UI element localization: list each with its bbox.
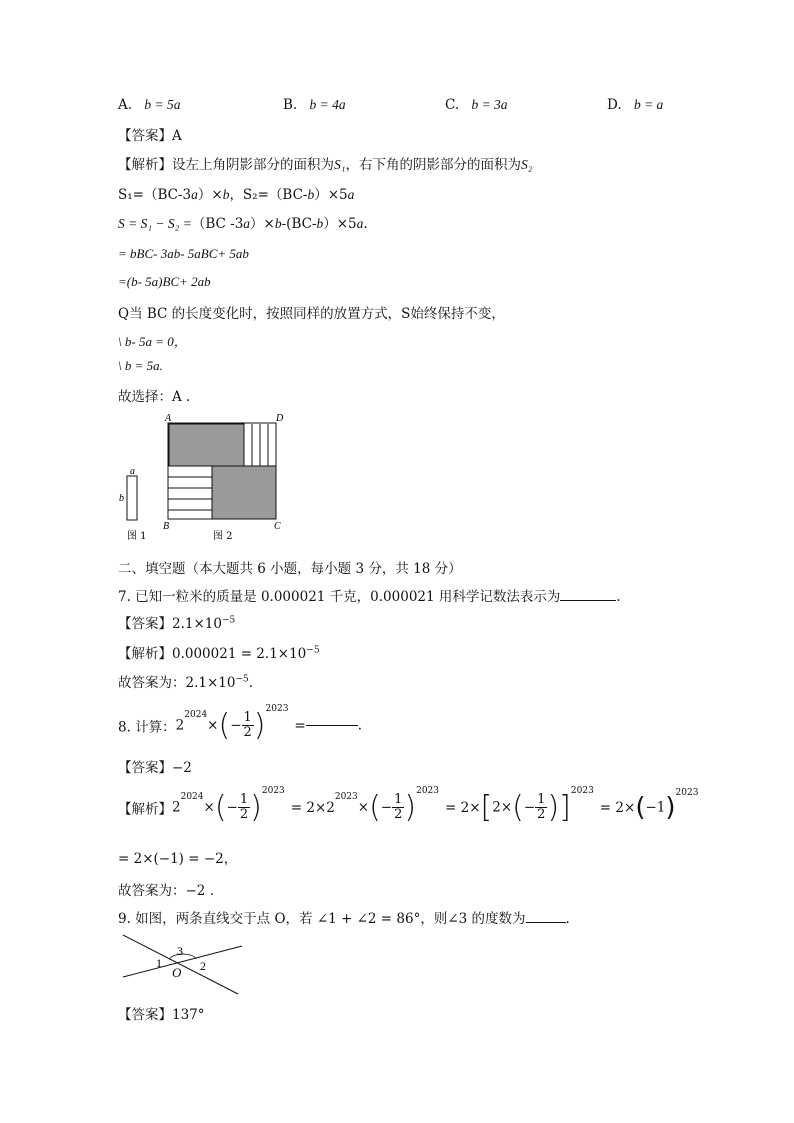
- base: 2: [175, 717, 185, 734]
- q8-question: 8. 计算：$2^{2024}\times(-$ $\frac{1}{2}$ )$^{2023}$= .: [118, 704, 363, 743]
- expr-part: ）×: [197, 187, 223, 203]
- answer-tag: 【答案】: [118, 128, 172, 144]
- fraction: [242, 711, 254, 740]
- q7-analysis: [118, 642, 320, 662]
- punct: .: [616, 589, 621, 605]
- exponent: 2023: [265, 704, 289, 714]
- answer-value: 137°: [172, 1007, 205, 1023]
- expr-part: S₁=（BC-3: [118, 187, 192, 203]
- answer-value: 2.1×10: [172, 616, 222, 632]
- q8-analysis-line-2: = 2×(−1) = −2，: [118, 851, 238, 867]
- expr-part: ）×: [250, 216, 275, 232]
- option-d-label: D.: [607, 97, 622, 113]
- var: b: [307, 187, 315, 202]
- answer-exponent: −5: [221, 615, 236, 626]
- reasoning-text: 当 BC 的长度变化时，按照同样的放置方式，S始终保持不变，: [129, 306, 505, 322]
- answer-blank: [526, 922, 566, 923]
- numerator: 1: [243, 710, 252, 725]
- analysis-text: 设左上角阴影部分的面积为: [172, 157, 334, 173]
- because-symbol: Q: [118, 306, 130, 322]
- answer-value: A: [172, 128, 182, 144]
- option-c-label: C.: [445, 97, 460, 113]
- var: a: [243, 216, 251, 231]
- times: ×: [207, 717, 219, 734]
- denominator: 2: [239, 807, 249, 822]
- times: ×: [203, 799, 215, 816]
- vertex-c: C: [274, 521, 281, 532]
- q6-line-8: \ b = 5a.: [118, 358, 163, 373]
- punct: .: [357, 717, 363, 734]
- figure-1-caption: 图 1: [127, 531, 147, 542]
- expr-part: （BC -3: [191, 216, 244, 232]
- small-rectangle: [127, 476, 137, 520]
- numerator: 1: [239, 792, 249, 807]
- point-o-label: O: [172, 965, 182, 980]
- shaded-top-left: [169, 424, 244, 466]
- q6-answer: [118, 124, 182, 144]
- q7-answer: [118, 612, 235, 632]
- answer-tag: 【答案】: [118, 1007, 172, 1023]
- q6-line-3: [118, 212, 368, 232]
- vertex-a: A: [165, 413, 172, 424]
- q8-conclusion: 故答案为：−2 .: [118, 883, 214, 899]
- fraction: [535, 793, 547, 822]
- angle-1-label: 1: [156, 956, 162, 970]
- option-b-label: B.: [283, 97, 298, 113]
- answer-tag: 【答案】: [118, 616, 172, 632]
- q8-answer: [118, 756, 192, 776]
- exponent: 2023: [416, 786, 439, 796]
- q6-figures: [110, 408, 300, 548]
- minus: −: [523, 799, 536, 816]
- q6-line-5: =(b- 5a)BC+ 2ab: [118, 274, 211, 289]
- denominator: 2: [394, 807, 403, 822]
- expr-part: = 2×: [445, 799, 481, 816]
- figure-1: [119, 466, 147, 542]
- exponent: 2023: [334, 792, 358, 802]
- q9-question: [118, 907, 570, 927]
- q9-answer: [118, 1003, 205, 1023]
- option-a-label: A.: [118, 97, 133, 113]
- var: b: [222, 187, 230, 202]
- q6-conclusion: 故选择：A .: [118, 389, 191, 405]
- label-a: a: [130, 466, 135, 477]
- vertex-d: D: [276, 413, 284, 424]
- expr-part: ，S₂=（BC-: [229, 187, 308, 203]
- var: b: [274, 216, 282, 231]
- numerator: 1: [537, 792, 546, 807]
- q6-analysis-intro: [118, 153, 532, 173]
- analysis-exponent: −5: [306, 645, 320, 656]
- expr-part: = 2×2: [290, 799, 335, 816]
- s1-symbol: S₁: [334, 157, 346, 172]
- option-c: [445, 97, 508, 113]
- conclusion-text: 故答案为：2.1×10: [118, 675, 236, 691]
- var: a: [356, 216, 364, 231]
- var: a: [191, 187, 198, 202]
- conclusion-exponent: −5: [235, 674, 249, 685]
- exponent: 2023: [675, 788, 699, 798]
- q7-conclusion: [118, 671, 253, 691]
- question-text: 7. 已知一粒米的质量是 0.000021 千克，0.000021 用科学记数法表示为: [118, 589, 561, 605]
- figure-2: [163, 413, 284, 542]
- answer-value: −2: [172, 760, 192, 776]
- shaded-bottom-right: [212, 466, 276, 519]
- expr-part: = 2×: [599, 799, 636, 816]
- var: b: [316, 216, 324, 231]
- answer-blank: [560, 600, 616, 601]
- q6-line-6: [118, 302, 505, 322]
- option-a-expr: b = 5a: [144, 97, 181, 112]
- option-d: [607, 97, 663, 113]
- q7-question: [118, 585, 621, 605]
- answer-blank: [306, 725, 358, 726]
- denominator: 2: [243, 725, 252, 740]
- q9-figure: [118, 930, 248, 998]
- minus: −: [230, 717, 242, 734]
- var: a: [347, 187, 355, 202]
- base: 2: [172, 799, 181, 816]
- figure-2-caption: 图 2: [213, 531, 233, 542]
- expr-part: 2×: [492, 799, 513, 816]
- punct: .: [248, 675, 254, 691]
- question-text: 9. 如图，两条直线交于点 O，若 ∠1 + ∠2 = 86°，则∠3 的度数为: [118, 911, 526, 927]
- expr-part: ）×5: [314, 187, 348, 203]
- option-d-expr: b = a: [633, 97, 664, 112]
- section-title: 二、填空题（本大题共 6 小题，每小题 3 分，共 18 分）: [118, 561, 462, 577]
- minus: −: [226, 799, 238, 816]
- minus: −: [380, 799, 393, 816]
- expr-lhs: S = S₁ − S₂ =: [118, 216, 192, 231]
- exponent: 2023: [261, 786, 285, 796]
- option-b-expr: b = 4a: [309, 97, 346, 112]
- fraction: [238, 793, 250, 822]
- analysis-tag: 【解析】: [118, 801, 172, 818]
- label-b: b: [119, 493, 124, 504]
- punct: .: [565, 911, 570, 927]
- angle-3-label: 3: [177, 944, 183, 958]
- expr-part: −1: [645, 799, 666, 816]
- s2-symbol: S₂: [520, 157, 533, 172]
- q6-line-2: [118, 183, 354, 203]
- option-b: [283, 97, 346, 113]
- q6-line-4: = bBC- 3ab- 5aBC+ 5ab: [118, 246, 249, 261]
- option-c-expr: b = 3a: [471, 97, 508, 112]
- analysis-text: 0.000021 = 2.1×10: [172, 646, 307, 662]
- answer-tag: 【答案】: [118, 760, 172, 776]
- analysis-text: ，右下角的阴影部分的面积为: [345, 157, 521, 173]
- denominator: 2: [537, 807, 546, 822]
- equals: =: [294, 717, 306, 734]
- question-text: 8. 计算：: [118, 719, 176, 736]
- option-a: [118, 97, 180, 113]
- analysis-tag: 【解析】: [118, 157, 172, 173]
- exponent: 2024: [180, 792, 204, 802]
- q8-analysis: 【解析】$2^{2024}\times(-$ $\frac{1}{2}$ )$^{2023}= 2\times 2^{2023}\times(-$ $\frac{1}{2}$ )$^{2023}$= 2×[2×(− $\frac{1}{2}$ )]$^{2023}= 2\times(-1)^{2023}$: [118, 786, 699, 825]
- fraction: [392, 793, 404, 822]
- q6-line-7: \ b- 5a = 0，: [118, 334, 187, 349]
- expr-part: .: [363, 216, 368, 232]
- expr-part: -(BC-: [281, 216, 317, 232]
- analysis-tag: 【解析】: [118, 646, 172, 662]
- exponent: 2024: [184, 710, 208, 720]
- vertex-b: B: [163, 521, 170, 532]
- angle-2-label: 2: [200, 959, 206, 973]
- expr-part: ）×5: [323, 216, 357, 232]
- exponent: 2023: [570, 786, 594, 796]
- numerator: 1: [394, 792, 403, 807]
- times: ×: [357, 799, 370, 816]
